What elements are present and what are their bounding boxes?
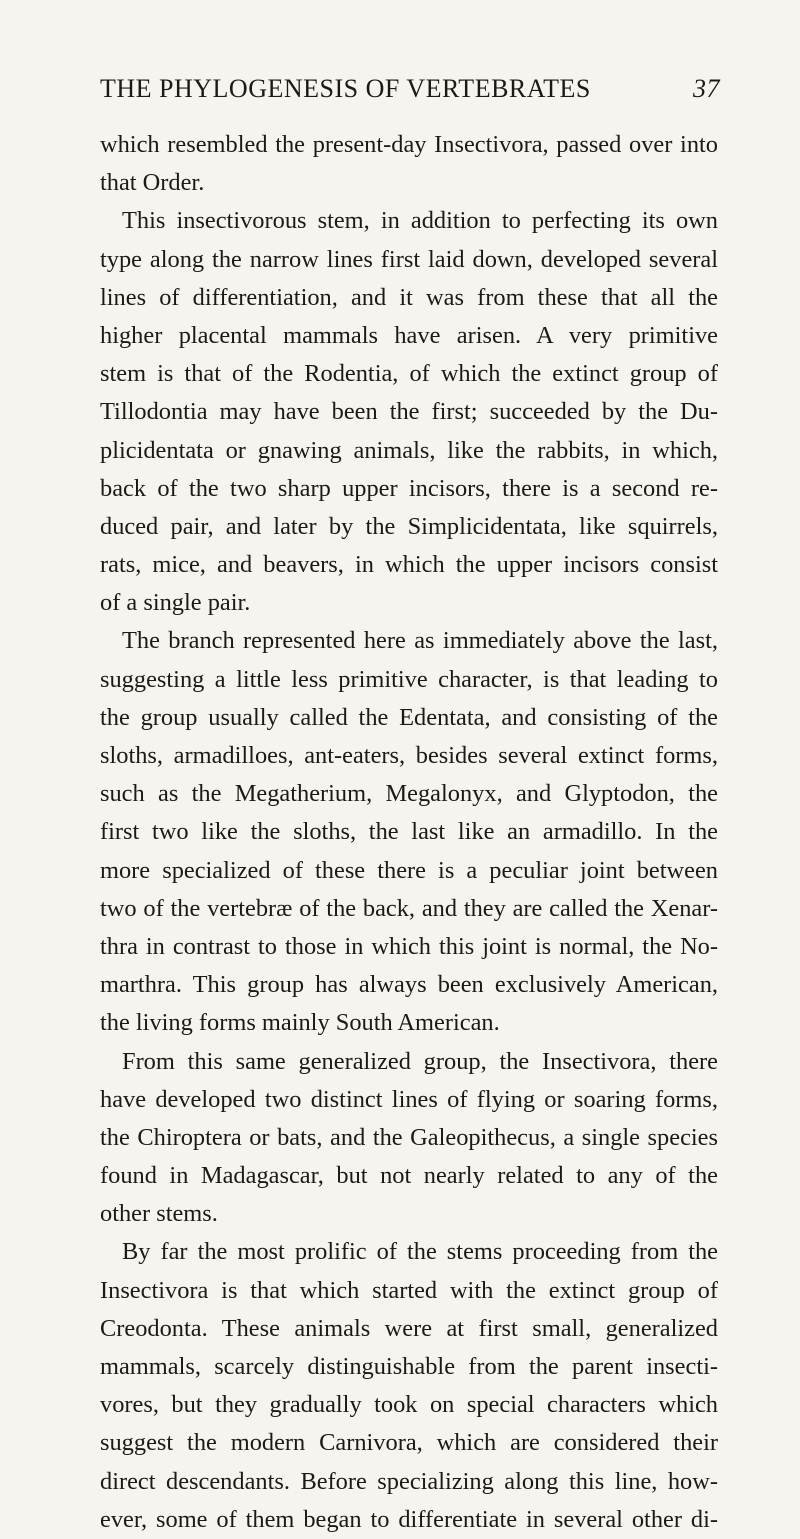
text-line: the group usually called the Edentata, and consisting of the	[100, 703, 718, 731]
text-line: suggesting a little less primitive character, is that leading to	[100, 665, 718, 693]
page-header	[100, 74, 720, 108]
text-line: such as the Megatherium, Megalonyx, and Glyptodon, the	[100, 780, 718, 808]
text-line: plicidentata or gnawing animals, like the rabbits, in which,	[100, 436, 718, 464]
text-line: two of the vertebræ of the back, and they are called the Xenar-	[100, 894, 718, 922]
text-line: thra in contrast to those in which this joint is normal, the No-	[100, 932, 718, 960]
text-line: rats, mice, and beavers, in which the upper incisors consist	[100, 551, 718, 579]
text-line: first two like the sloths, the last like an armadillo. In the	[100, 818, 718, 846]
text-line: that Order.	[100, 169, 205, 197]
running-head: THE PHYLOGENESIS OF VERTEBRATES	[100, 74, 591, 103]
text-line: ever, some of them began to differentiate in several other di-	[100, 1505, 718, 1533]
text-line: have developed two distinct lines of flying or soaring forms,	[100, 1085, 718, 1113]
text-line: which resembled the present-day Insectivora, passed over into	[100, 131, 718, 158]
text-line: the living forms mainly South American.	[100, 1009, 500, 1037]
text-line: higher placental mammals have arisen. A very primitive	[100, 321, 718, 349]
text-line: The branch represented here as immediately above the last,	[122, 627, 718, 655]
text-line: back of the two sharp upper incisors, there is a second re-	[100, 474, 718, 502]
text-line: suggest the modern Carnivora, which are considered their	[100, 1429, 718, 1457]
text-line: vores, but they gradually took on special characters which	[100, 1391, 718, 1419]
text-line: of a single pair.	[100, 589, 251, 617]
text-line: duced pair, and later by the Simplicidentata, like squirrels,	[100, 512, 718, 540]
text-line: Tillodontia may have been the first; succeeded by the Du-	[100, 398, 718, 426]
text-line: the Chiroptera or bats, and the Galeopithecus, a single species	[100, 1123, 718, 1151]
text-line: Insectivora is that which started with the extinct group of	[100, 1276, 718, 1304]
text-line: found in Madagascar, but not nearly related to any of the	[100, 1162, 718, 1190]
text-line: other stems.	[100, 1200, 218, 1228]
text-line: more specialized of these there is a peculiar joint between	[100, 856, 718, 884]
body-text	[100, 126, 718, 1539]
text-line: lines of differentiation, and it was from these that all the	[100, 283, 718, 311]
text-line: This insectivorous stem, in addition to perfecting its own	[122, 207, 718, 235]
text-line: Creodonta. These animals were at first small, generalized	[100, 1314, 718, 1342]
text-line: From this same generalized group, the Insectivora, there	[122, 1047, 718, 1075]
text-line: sloths, armadilloes, ant-eaters, besides several extinct forms,	[100, 742, 718, 769]
page-number: 37	[693, 74, 720, 103]
text-line: By far the most prolific of the stems proceeding from the	[122, 1238, 718, 1266]
text-line: type along the narrow lines first laid down, developed several	[100, 245, 718, 273]
text-line: direct descendants. Before specializing along this line, how-	[100, 1467, 718, 1495]
text-line: stem is that of the Rodentia, of which the extinct group of	[100, 360, 718, 388]
text-line: mammals, scarcely distinguishable from the parent insecti-	[100, 1353, 718, 1380]
text-line: marthra. This group has always been exclusively American,	[100, 971, 718, 999]
